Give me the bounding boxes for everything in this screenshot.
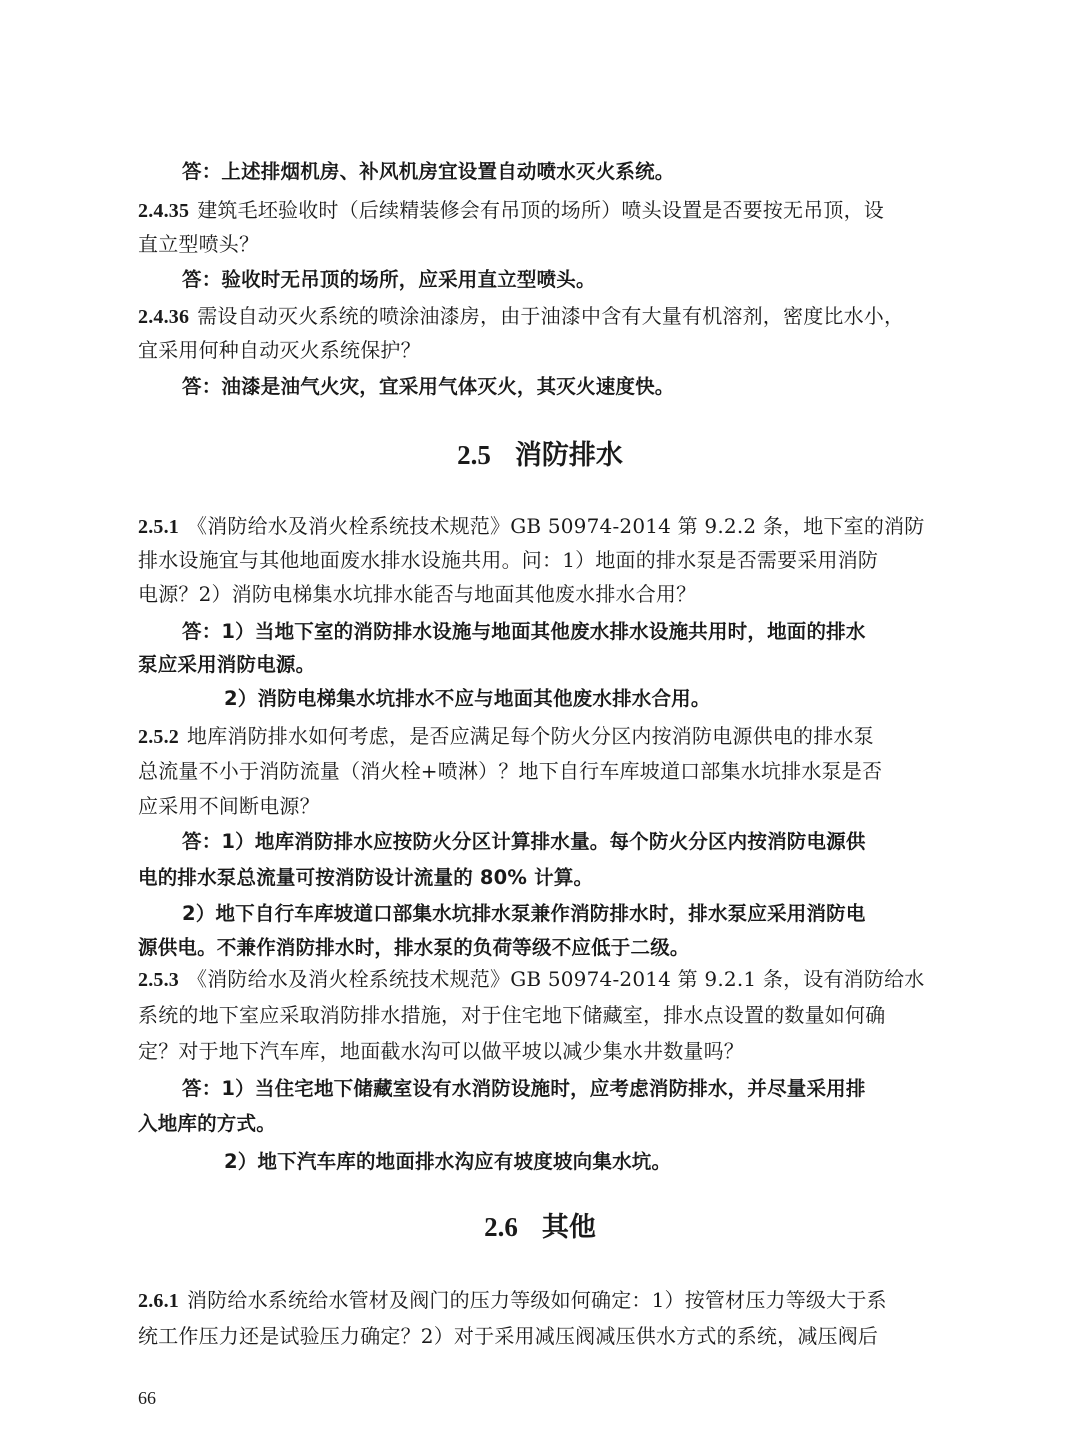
question-text: 消防给水系统给水管材及阀门的压力等级如何确定：1）按管材压力等级大于系: [187, 1288, 887, 1312]
question-2-4-36-line2: 宜采用何种自动灭火系统保护？: [138, 338, 421, 362]
question-2-5-2-line1: [138, 724, 874, 749]
question-2-6-1-line2: 统工作压力还是试验压力确定？2）对于采用减压阀减压供水方式的系统，减压阀后: [138, 1324, 879, 1348]
section-heading-2-5: [0, 438, 1080, 473]
answer-2-5-2-line1: 答：1）地库消防排水应按防火分区计算排水量。每个防火分区内按消防电源供: [182, 830, 866, 853]
question-2-5-1-line2: 排水设施宜与其他地面废水排水设施共用。问：1）地面的排水泵是否需要采用消防: [138, 548, 879, 572]
question-2-5-1-line3: 电源？2）消防电梯集水坑排水能否与地面其他废水排水合用？: [138, 582, 697, 606]
answer-2-4-34: 答：上述排烟机房、补风机房宜设置自动喷水灭火系统。: [182, 160, 675, 183]
question-text: 地库消防排水如何考虑，是否应满足每个防火分区内按消防电源供电的排水泵: [187, 724, 874, 748]
question-text: 《消防给水及消火栓系统技术规范》GB 50974-2014 第 9.2.2 条，地下室的消防: [187, 514, 925, 538]
question-2-6-1-line1: [138, 1288, 887, 1313]
answer-2-5-2-line4: 源供电。不兼作消防排水时，排水泵的负荷等级不应低于二级。: [138, 936, 690, 959]
page-number: 66: [138, 1388, 156, 1408]
answer-2-5-3-line2: 入地库的方式。: [138, 1112, 276, 1135]
answer-2-5-1-line1: 答：1）当地下室的消防排水设施与地面其他废水排水设施共用时，地面的排水: [182, 620, 866, 643]
question-2-5-3-line3: 定？对于地下汽车库，地面截水沟可以做平坡以减少集水井数量吗？: [138, 1039, 744, 1063]
question-number: 2.4.35: [138, 200, 190, 222]
question-number: 2.5.3: [138, 969, 179, 991]
question-2-4-35-line2: 直立型喷头？: [138, 232, 260, 256]
question-2-4-36-line1: [138, 304, 904, 329]
question-text: 建筑毛坯验收时（后续精装修会有吊顶的场所）喷头设置是否要按无吊顶，设: [197, 198, 885, 222]
question-number: 2.6.1: [138, 1290, 179, 1312]
question-2-5-1-line1: [138, 514, 924, 539]
section-title: 其他: [541, 1212, 596, 1243]
answer-2-5-1-line2: 泵应采用消防电源。: [138, 653, 316, 676]
section-heading-2-6: [0, 1210, 1080, 1245]
question-number: 2.5.2: [138, 726, 179, 748]
answer-2-5-1-line3: 2）消防电梯集水坑排水不应与地面其他废水排水合用。: [224, 687, 711, 710]
answer-2-5-3-line1: 答：1）当住宅地下储藏室设有水消防设施时，应考虑消防排水，并尽量采用排: [182, 1077, 866, 1100]
answer-2-4-36: 答：油漆是油气火灾，宜采用气体灭火，其灭火速度快。: [182, 375, 675, 398]
question-2-4-35-line1: [138, 198, 884, 223]
question-2-5-2-line2: 总流量不小于消防流量（消火栓+喷淋）？地下自行车库坡道口部集水坑排水泵是否: [138, 759, 883, 783]
section-title: 消防排水: [514, 440, 623, 471]
question-2-5-3-line2: 系统的地下室应采取消防排水措施，对于住宅地下储藏室，排水点设置的数量如何确: [138, 1003, 886, 1027]
question-number: 2.5.1: [138, 516, 179, 538]
section-number: 2.6: [484, 1212, 518, 1242]
question-text: 需设自动灭火系统的喷涂油漆房，由于油漆中含有大量有机溶剂，密度比水小，: [197, 304, 905, 328]
question-2-5-3-line1: [138, 967, 924, 992]
question-2-5-2-line3: 应采用不间断电源？: [138, 794, 320, 818]
answer-2-4-35: 答：验收时无吊顶的场所，应采用直立型喷头。: [182, 268, 596, 291]
answer-2-5-2-line2: 电的排水泵总流量可按消防设计流量的 80% 计算。: [138, 866, 594, 889]
question-text: 《消防给水及消火栓系统技术规范》GB 50974-2014 第 9.2.1 条，设有消防给水: [187, 967, 925, 991]
question-number: 2.4.36: [138, 306, 190, 328]
answer-2-5-2-line3: 2）地下自行车库坡道口部集水坑排水泵兼作消防排水时，排水泵应采用消防电: [182, 902, 866, 925]
section-number: 2.5: [457, 440, 491, 470]
answer-2-5-3-line3: 2）地下汽车库的地面排水沟应有坡度坡向集水坑。: [224, 1150, 672, 1173]
